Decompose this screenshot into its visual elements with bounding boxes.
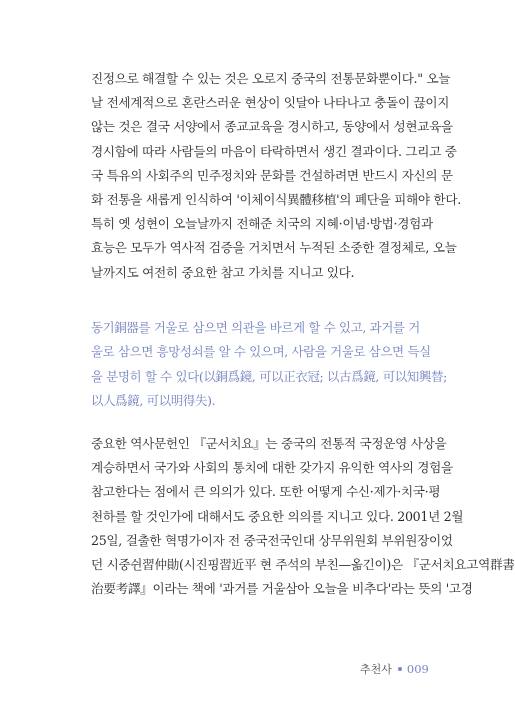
section-name: 추천사 — [360, 663, 392, 676]
quote-line: 을 분명히 할 수 있다(以銅爲鏡, 可以正衣冠; 以古爲鏡, 可以知興替; — [91, 368, 448, 384]
paragraph-line: 진정으로 해결할 수 있는 것은 오로지 중국의 전통문화뿐이다." 오늘 — [91, 71, 451, 86]
paragraph-2 — [91, 432, 515, 601]
paragraph-1 — [91, 67, 461, 285]
paragraph-line: 경시함에 따라 사람들의 마음이 타락하면서 생긴 결과이다. 그리고 중 — [91, 143, 457, 159]
paragraph-line: 던 시중쉰習仲勛(시진핑習近平 현 주석의 부친—옮긴이)은 『군서치요고역群書 — [91, 557, 515, 573]
paragraph-line: 않는 것은 결국 서양에서 종교교육을 경시하고, 동양에서 성현교육을 — [91, 119, 453, 135]
paragraph-line: 특히 옛 성현이 오늘날까지 전해준 치국의 지혜·이념·방법·경험과 — [91, 216, 433, 232]
paragraph-line: 천하를 할 것인가에 대해서도 중요한 의의를 지니고 있다. 2001년 2월 — [91, 508, 464, 524]
quote-line: 以人爲鏡, 可以明得失). — [91, 393, 216, 409]
paragraph-line: 국 특유의 사회주의 민주정치와 문화를 건설하려면 반드시 자신의 문 — [91, 167, 453, 183]
bullet-icon — [398, 667, 402, 671]
paragraph-line: 중요한 역사문헌인 『군서치요』는 중국의 전통적 국정운영 사상을 — [91, 436, 447, 451]
page-footer — [360, 661, 429, 677]
quote-line: 동기銅器를 거울로 삼으면 의관을 바르게 할 수 있고, 과거를 거 — [91, 320, 420, 335]
paragraph-line: 날까지도 여전히 중요한 참고 가치를 지니고 있다. — [91, 264, 355, 280]
paragraph-line: 날 전세계적으로 혼란스러운 현상이 잇달아 나타나고 충돌이 끊이지 — [91, 95, 450, 111]
paragraph-line: 25일, 걸출한 혁명가이자 전 중국전국인대 상무위원회 부위원장이었 — [91, 532, 453, 548]
paragraph-line: 효능은 모두가 역사적 검증을 거치면서 누적된 소중한 결정체로, 오늘 — [91, 240, 457, 256]
paragraph-line: 治要考譯』이라는 책에 '과거를 거울삼아 오늘을 비추다'라는 뜻의 '고경 — [91, 581, 473, 597]
paragraph-line: 계승하면서 국가와 사회의 통치에 대한 갖가지 유익한 역사의 경험을 — [91, 460, 453, 476]
quote-line: 울로 삼으면 흥망성쇠를 알 수 있으며, 사람을 거울로 삼으면 득실 — [91, 344, 431, 360]
paragraph-line: 참고한다는 점에서 큰 의의가 있다. 또한 어떻게 수신·제가·치국·평 — [91, 484, 441, 500]
paragraph-line: 화 전통을 새롭게 인식하여 '이체이식異體移植'의 폐단을 피해야 한다. — [91, 192, 461, 208]
block-quote — [91, 316, 448, 414]
page-number: 009 — [406, 662, 429, 676]
